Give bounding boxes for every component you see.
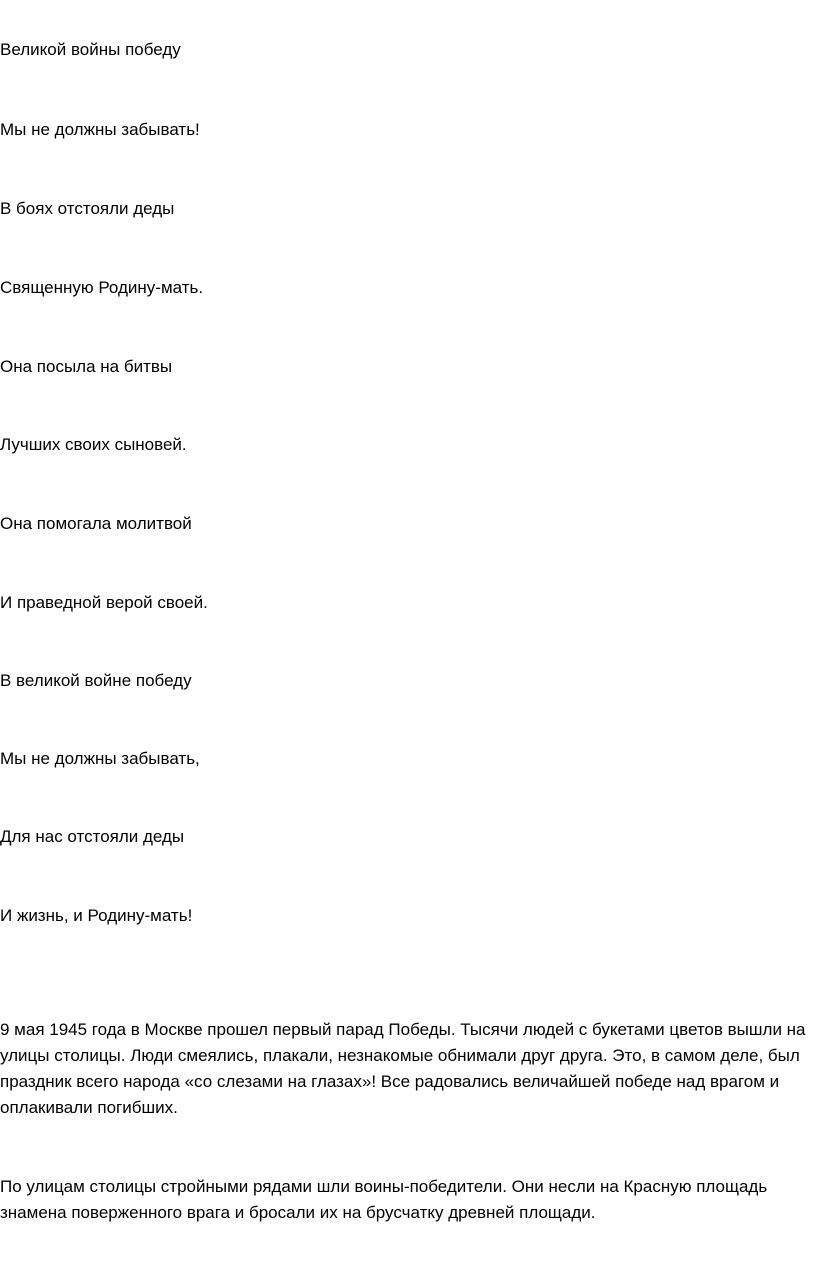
poem-line-5: Она посыла на битвы bbox=[0, 357, 173, 376]
poem-line-11: Для нас отстояли деды bbox=[0, 827, 185, 846]
poem-line-12: И жизнь, и Родину-мать! bbox=[0, 906, 193, 925]
poem-line-8: И праведной верой своей. bbox=[0, 593, 208, 612]
prose-paragraph-2: По улицам столицы стройными рядами шли воины-победители. Они несли на Красную площадь знамена поверженного врага и бросали их на брусчатку древней площади. bbox=[0, 1177, 768, 1222]
poem-line-2: Мы не должны забывать! bbox=[0, 120, 200, 139]
poem-line-4: Священную Родину-мать. bbox=[0, 278, 204, 297]
prose-paragraph-1: 9 мая 1945 года в Москве прошел первый парад Победы. Тысячи людей с букетами цветов вышли на улицы столицы. Люди смеялись, плакали, незнакомые обнимали друг друга. Это, в самом деле, был праздник всего народа «со слезами на глазах»! Все радовались величайшей победе над врагом и оплакивали погибших. bbox=[0, 1020, 806, 1117]
poem-line-6: Лучших своих сыновей. bbox=[0, 435, 187, 454]
poem-line-3: В боях отстояли деды bbox=[0, 199, 175, 218]
poem-line-7: Она помогала молитвой bbox=[0, 514, 192, 533]
poem-line-10: Мы не должны забывать, bbox=[0, 749, 200, 768]
poem-line-1: Великой войны победу bbox=[0, 40, 181, 59]
poem-line-9: В великой войне победу bbox=[0, 671, 192, 690]
